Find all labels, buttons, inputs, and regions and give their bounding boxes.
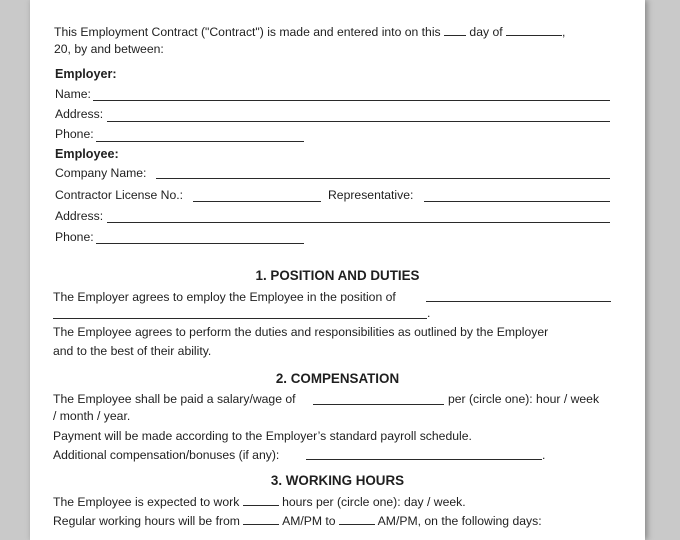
employee-phone-label: Phone:: [55, 230, 94, 244]
employer-address-field[interactable]: [107, 121, 610, 122]
section-3-line-2a: Regular working hours will be from: [53, 514, 240, 528]
employee-heading: Employee:: [55, 147, 119, 161]
section-2-line-4: Additional compensation/bonuses (if any):: [53, 448, 280, 462]
intro-comma: ,: [562, 25, 566, 39]
employer-phone-field[interactable]: [96, 141, 304, 142]
section-2-title: 2. COMPENSATION: [275, 371, 400, 386]
section-1-line-3: and to the best of their ability.: [53, 344, 212, 358]
position-field-continued[interactable]: [53, 318, 427, 319]
section-2-line-1b: per (circle one): hour / week: [448, 392, 600, 406]
intro-text-2: day of: [469, 25, 503, 39]
section-3-line-1: [53, 495, 466, 510]
employer-heading: Employer:: [55, 67, 117, 81]
day-blank[interactable]: [444, 25, 466, 36]
employee-phone-field[interactable]: [96, 243, 304, 244]
hours-blank[interactable]: [243, 495, 279, 506]
section-3-line-2c: AM/PM, on the following days:: [377, 514, 542, 528]
section-1-title: 1. POSITION AND DUTIES: [255, 268, 420, 283]
contract-page: [30, 0, 645, 540]
section-3-line-2b: AM/PM to: [282, 514, 336, 528]
intro-line-1: [54, 25, 565, 40]
employee-license-field[interactable]: [193, 201, 321, 202]
bonus-field[interactable]: [306, 459, 542, 460]
intro-text-1: This Employment Contract ("Contract") is made and entered into on this: [54, 25, 441, 39]
section-3-title: 3. WORKING HOURS: [270, 473, 405, 488]
section-2-line-1a: The Employee shall be paid a salary/wage of: [53, 392, 296, 406]
employer-address-label: Address:: [55, 107, 104, 121]
employee-rep-field[interactable]: [424, 201, 610, 202]
section-1-line-2: The Employee agrees to perform the duties and responsibilities as outlined by the Employer: [53, 325, 549, 339]
employee-address-label: Address:: [55, 209, 104, 223]
position-field[interactable]: [426, 301, 611, 302]
start-time-blank[interactable]: [243, 514, 279, 525]
section-2-line-3: Payment will be made according to the Employer’s standard payroll schedule.: [53, 429, 472, 443]
section-3-line-2: [53, 514, 542, 529]
employee-address-field[interactable]: [107, 222, 610, 223]
employer-name-label: Name:: [55, 87, 91, 101]
month-blank[interactable]: [506, 25, 562, 36]
position-period: .: [427, 306, 431, 320]
section-2-line-2: / month / year.: [53, 409, 131, 423]
intro-line-2: 20, by and between:: [54, 42, 164, 56]
employer-name-field[interactable]: [93, 100, 610, 101]
section-3-line-1b: hours per (circle one): day / week.: [282, 495, 466, 509]
employee-license-label: Contractor License No.:: [55, 188, 184, 202]
end-time-blank[interactable]: [339, 514, 375, 525]
employee-company-field[interactable]: [156, 178, 610, 179]
employee-company-label: Company Name:: [55, 166, 147, 180]
employee-rep-label: Representative:: [328, 188, 414, 202]
salary-field[interactable]: [313, 404, 444, 405]
employer-phone-label: Phone:: [55, 127, 94, 141]
section-3-line-1a: The Employee is expected to work: [53, 495, 240, 509]
section-1-line-1: The Employer agrees to employ the Employee in the position of: [53, 290, 396, 304]
bonus-period: .: [542, 448, 546, 462]
